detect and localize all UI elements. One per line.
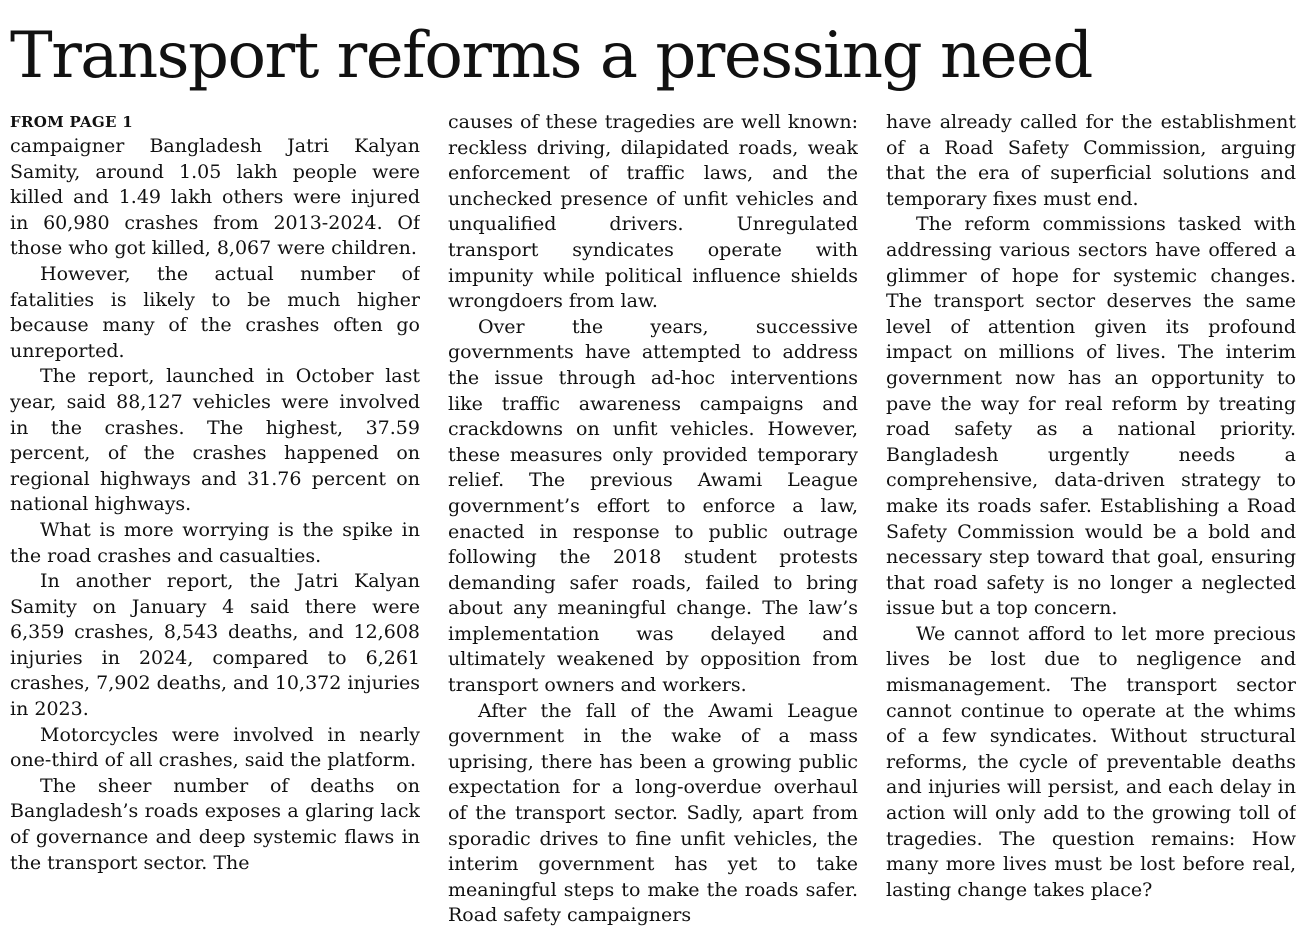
headline: Transport reforms a pressing need <box>10 19 1092 93</box>
continuation-kicker: FROM PAGE 1 <box>10 113 134 131</box>
paragraph: The reform commissions tasked with addressing various sectors have offered a glimmer of hope for systemic changes. The transport sector deserves the same level of attention given its profound impact on millions of lives. The interim government now has an opportunity to pave the way for real reform by treating road safety as a national priority. Bangladesh urgently needs a comprehensive, data-driven strategy to make its roads safer. Establishing a Road Safety Commission would be a bold and necessary step toward that goal, ensuring that road safety is no longer a neglected issue but a top concern. <box>886 213 1296 620</box>
paragraph: What is more worrying is the spike in the road crashes and casualties. <box>10 518 420 567</box>
paragraph: causes of these tragedies are well known: reckless driving, dilapidated roads, weak enforcement of traffic laws, and the unchecked presence of unfit vehicles and unqualified drivers. Unregulated transport syndicates operate with impunity while political influence shields wrongdoers from law. <box>448 111 858 313</box>
paragraph: have already called for the establishment of a Road Safety Commission, arguing that the era of superficial solutions and temporary fixes must end. <box>886 111 1296 210</box>
paragraph: After the fall of the Awami League government in the wake of a mass uprising, there has been a growing public expectation for a long-overdue overhaul of the transport sector. Sadly, apart from sporadic drives to fine unfit vehicles, the interim government has yet to take meaningful steps to make the roads safer. Road safety campaigners <box>448 699 858 927</box>
paragraph: In another report, the Jatri Kalyan Samity on January 4 said there were 6,359 crashes, 8,543 deaths, and 12,608 injuries in 2024, compared to 6,261 crashes, 7,902 deaths, and 10,372 injuries in 2023. <box>10 570 420 721</box>
paragraph: We cannot afford to let more precious lives be lost due to negligence and mismanagement. The transport sector cannot continue to operate at the whims of a few syndicates. Without structural reforms, the cycle of preventable deaths and injuries will persist, and each delay in action will only add to the growing toll of tragedies. The question remains: How many more lives must be lost before real, lasting change takes place? <box>886 622 1296 901</box>
article-column-1 <box>10 110 420 930</box>
article-column-2 <box>448 110 858 930</box>
paragraph: Over the years, successive governments have attempted to address the issue through ad-hoc interventions like traffic awareness campaigns and crackdowns on unfit vehicles. However, these measures only provided temporary relief. The previous Awami League government’s effort to enforce a law, enacted in response to public outrage following the 2018 student protests demanding safer roads, failed to bring about any meaningful change. The law’s implementation was delayed and ultimately weakened by opposition from transport owners and workers. <box>448 315 858 697</box>
paragraph: Motorcycles were involved in nearly one-third of all crashes, said the platform. <box>10 723 420 772</box>
article-column-3 <box>886 110 1296 930</box>
paragraph: However, the actual number of fatalities is likely to be much higher because many of the crashes often go unreported. <box>10 262 420 362</box>
paragraph: The sheer number of deaths on Bangladesh’s roads exposes a glaring lack of governance and deep systemic flaws in the transport sector. The <box>10 774 420 874</box>
paragraph: campaigner Bangladesh Jatri Kalyan Samity, around 1.05 lakh people were killed and 1.49 lakh others were injured in 60,980 crashes from 2013-2024. Of those who got killed, 8,067 were children. <box>10 135 420 260</box>
paragraph: The report, launched in October last year, said 88,127 vehicles were involved in the crashes. The highest, 37.59 percent, of the crashes happened on regional highways and 31.76 percent on national highways. <box>10 365 420 516</box>
